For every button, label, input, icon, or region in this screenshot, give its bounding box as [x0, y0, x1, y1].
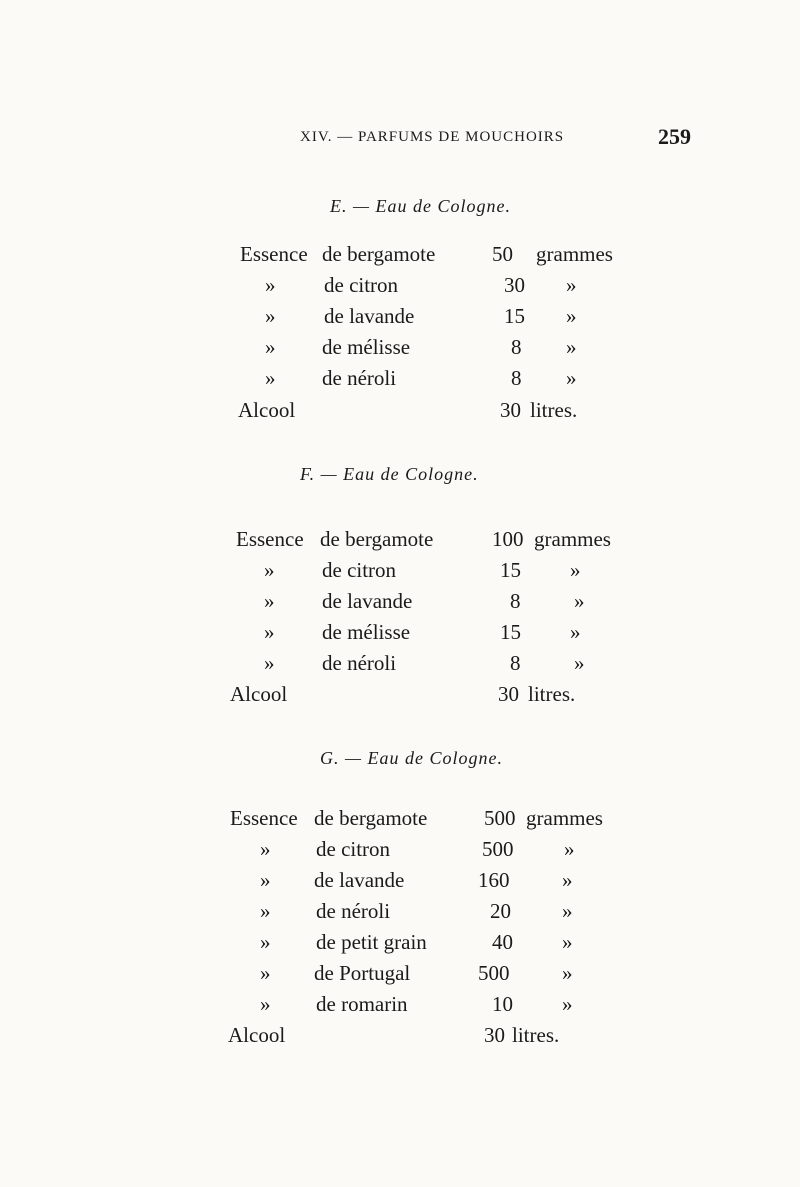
- ingredient-lead: »: [260, 837, 271, 861]
- section-title-g: G. — Eau de Cologne.: [320, 748, 503, 768]
- ingredient-unit: »: [570, 558, 581, 582]
- ingredient-quantity: 30: [498, 682, 519, 706]
- ingredient-lead: »: [260, 868, 271, 892]
- ingredient-name: de bergamote: [322, 242, 436, 266]
- ingredient-unit: »: [574, 651, 585, 675]
- ingredient-quantity: 500: [478, 961, 510, 985]
- ingredient-unit: »: [562, 961, 573, 985]
- ingredient-quantity: 8: [511, 366, 522, 390]
- ingredient-name: de citron: [324, 273, 399, 297]
- ingredient-name: de néroli: [322, 651, 397, 675]
- ingredient-quantity: 30: [484, 1023, 505, 1047]
- ingredient-unit: grammes: [526, 806, 603, 830]
- ingredient-lead: Essence: [236, 527, 304, 551]
- ingredient-lead: »: [264, 589, 275, 613]
- ingredient-unit: »: [566, 366, 577, 390]
- ingredient-lead: »: [264, 620, 275, 644]
- ingredient-unit: »: [562, 992, 573, 1016]
- ingredient-name: de lavande: [324, 304, 415, 328]
- ingredient-lead: Alcool: [230, 682, 288, 706]
- ingredient-lead: »: [260, 992, 271, 1016]
- ingredient-quantity: 30: [504, 273, 525, 297]
- ingredient-quantity: 20: [490, 899, 511, 923]
- ingredient-quantity: 15: [500, 558, 521, 582]
- ingredient-unit: »: [562, 930, 573, 954]
- ingredient-unit: »: [566, 304, 577, 328]
- ingredient-name: de citron: [322, 558, 397, 582]
- ingredient-lead: Alcool: [238, 398, 296, 422]
- ingredient-unit: litres.: [512, 1023, 560, 1047]
- ingredient-name: de romarin: [316, 992, 408, 1016]
- section-title-e: E. — Eau de Cologne.: [330, 196, 511, 216]
- ingredient-lead: »: [264, 651, 275, 675]
- ingredient-name: de mélisse: [322, 620, 411, 644]
- ingredient-quantity: 8: [510, 589, 521, 613]
- ingredient-unit: litres.: [530, 398, 578, 422]
- ingredient-name: de néroli: [322, 366, 397, 390]
- ingredient-quantity: 100: [492, 527, 524, 551]
- ingredient-lead: »: [265, 304, 276, 328]
- ingredient-lead: »: [260, 961, 271, 985]
- ingredient-name: de lavande: [314, 868, 405, 892]
- ingredient-quantity: 500: [484, 806, 516, 830]
- ingredient-quantity: 10: [492, 992, 513, 1016]
- ingredient-quantity: 8: [510, 651, 521, 675]
- ingredient-name: de Portugal: [314, 961, 411, 985]
- ingredient-lead: »: [265, 273, 276, 297]
- ingredient-unit: »: [562, 899, 573, 923]
- ingredient-unit: grammes: [534, 527, 611, 551]
- ingredient-name: de bergamote: [314, 806, 428, 830]
- ingredient-quantity: 15: [504, 304, 525, 328]
- ingredient-unit: »: [566, 273, 577, 297]
- page-number: 259: [658, 124, 691, 149]
- ingredient-lead: »: [260, 899, 271, 923]
- ingredient-unit: litres.: [528, 682, 576, 706]
- ingredient-name: de citron: [316, 837, 391, 861]
- ingredient-quantity: 40: [492, 930, 513, 954]
- ingredient-quantity: 30: [500, 398, 521, 422]
- ingredient-unit: »: [566, 335, 577, 359]
- ingredient-lead: Essence: [240, 242, 308, 266]
- ingredient-unit: »: [564, 837, 575, 861]
- ingredient-lead: »: [264, 558, 275, 582]
- ingredient-unit: »: [570, 620, 581, 644]
- running-head: XIV. — PARFUMS DE MOUCHOIRS: [300, 129, 565, 145]
- section-title-f: F. — Eau de Cologne.: [300, 464, 479, 484]
- ingredient-quantity: 500: [482, 837, 514, 861]
- ingredient-unit: grammes: [536, 242, 613, 266]
- ingredient-name: de mélisse: [322, 335, 411, 359]
- ingredient-lead: »: [265, 335, 276, 359]
- ingredient-lead: »: [260, 930, 271, 954]
- ingredient-quantity: 50: [492, 242, 513, 266]
- ingredient-lead: »: [265, 366, 276, 390]
- ingredient-name: de lavande: [322, 589, 413, 613]
- ingredient-name: de petit grain: [316, 930, 427, 954]
- ingredient-name: de néroli: [316, 899, 391, 923]
- ingredient-unit: »: [562, 868, 573, 892]
- ingredient-name: de bergamote: [320, 527, 434, 551]
- ingredient-quantity: 8: [511, 335, 522, 359]
- ingredient-quantity: 160: [478, 868, 510, 892]
- ingredient-lead: Essence: [230, 806, 298, 830]
- ingredient-quantity: 15: [500, 620, 521, 644]
- ingredient-lead: Alcool: [228, 1023, 286, 1047]
- ingredient-unit: »: [574, 589, 585, 613]
